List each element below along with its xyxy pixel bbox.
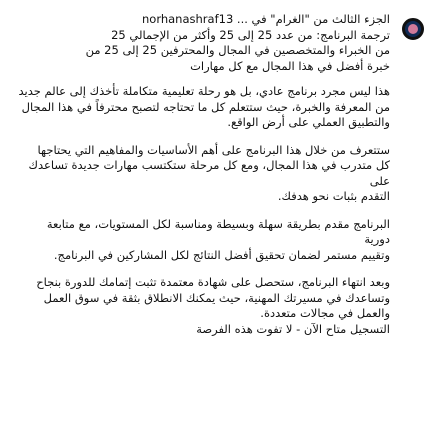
post-paragraph bbox=[18, 275, 390, 337]
paragraph-line: من المعرفة والخبرة، حيث ستتعلم كل ما تحتاجه لتصبح محترفاً في هذا المجال bbox=[21, 99, 390, 114]
paragraph-line: التسجيل متاح الآن - لا تفوت هذه الفرصة bbox=[196, 321, 390, 336]
paragraph-line: وبعد انتهاء البرنامج، ستحصل على شهادة معتمدة تثبت إتمامك للدورة بنجاح bbox=[36, 275, 390, 289]
paragraph-line: والتطبيق العملي على أرض الواقع. bbox=[227, 115, 390, 129]
paragraph-line: التقدم بثبات نحو هدفك. bbox=[277, 189, 390, 203]
author-avatar[interactable] bbox=[402, 18, 424, 40]
post-paragraph bbox=[18, 143, 390, 205]
post-paragraph bbox=[18, 84, 390, 131]
avatar-image-icon bbox=[408, 24, 418, 34]
post-header bbox=[18, 12, 390, 74]
paragraph-line: والعمل في مجالات متعددة. bbox=[260, 306, 390, 320]
post-paragraph bbox=[18, 217, 390, 264]
paragraph-line: وتساعدك في مسيرتك المهنية، حيث يمكنك الانطلاق بثقة في سوق العمل bbox=[43, 290, 390, 305]
author-handle[interactable]: norhanashraf13 bbox=[142, 12, 234, 26]
post-content bbox=[18, 12, 390, 349]
header-line: من الخبراء والمتخصصين في المجال والمحترفين 25 إلى 25 من bbox=[85, 43, 390, 57]
header-line: خبرة أفضل في هذا المجال مع كل مهارات bbox=[190, 58, 390, 73]
paragraph-line: هذا ليس مجرد برنامج عادي، بل هو رحلة تعليمية متكاملة تأخذك إلى عالم جديد bbox=[18, 84, 390, 98]
paragraph-line: وتقييم مستمر لضمان تحقيق أفضل النتائج لكل المشاركين في البرنامج. bbox=[53, 247, 390, 262]
header-line: ترجمة البرنامج: من عدد 25 إلى 25 وأكثر من الإجمالي 25 bbox=[111, 27, 390, 42]
post-title-suffix: الجزء الثالث من "الغرام" في ... bbox=[236, 12, 390, 26]
paragraph-line: البرنامج مقدم بطريقة سهلة وبسيطة ومناسبة لكل المستويات، مع متابعة دورية bbox=[46, 216, 390, 246]
paragraph-line: ستتعرف من خلال هذا البرنامج على أهم الأساسيات والمفاهيم التي يحتاجها bbox=[37, 142, 390, 157]
paragraph-line: كل متدرب في هذا المجال، ومع كل مرحلة ستكتسب مهارات جديدة تساعدك على bbox=[28, 158, 390, 188]
author-line bbox=[18, 12, 390, 28]
